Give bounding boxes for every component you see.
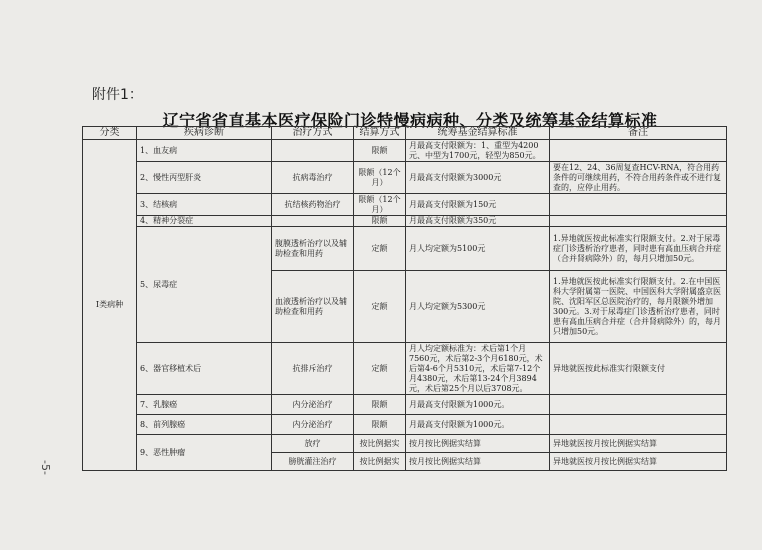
diagnosis-cell: 4、精神分裂症 (137, 216, 272, 227)
settlement-cell: 限额 (354, 216, 406, 227)
settlement-cell: 限额 (354, 415, 406, 435)
treatment-cell: 放疗 (272, 435, 354, 453)
diagnosis-cell: 8、前列腺癌 (137, 415, 272, 435)
remarks-cell: 1.异地就医按此标准实行限额支付。2.对于尿毒症门诊透析治疗患者，同时患有高血压病合并症（合并肾病除外）的，每月只增加50元。 (550, 227, 727, 271)
standard-cell: 月最高支付限额为3000元 (406, 162, 550, 194)
diagnosis-cell: 3、结核病 (137, 194, 272, 216)
remarks-cell: 1.异地就医按此标准实行限额支付。2.在中国医科大学附属第一医院、中国医科大学附属盛京医院、沈阳军区总医院治疗的，每月限额外增加300元。3.对于尿毒症门诊透析治疗患者，同时患有高血压病合并症（合并肾病除外）的，每月只增加50元。 (550, 271, 727, 343)
table-row (83, 395, 727, 415)
treatment-cell: 内分泌治疗 (272, 395, 354, 415)
table-row (83, 216, 727, 227)
remarks-cell: 异地就医按月按比例据实结算 (550, 453, 727, 471)
header-settlement: 结算方式 (354, 127, 406, 140)
settlement-cell: 限额 (354, 140, 406, 162)
diagnosis-cell: 5、尿毒症 (137, 227, 272, 343)
diagnosis-cell: 2、慢性丙型肝炎 (137, 162, 272, 194)
remarks-cell (550, 216, 727, 227)
settlement-cell: 限额（12个月） (354, 162, 406, 194)
standard-cell: 月最高支付限额为1000元。 (406, 415, 550, 435)
standard-cell: 月人均定额为5100元 (406, 227, 550, 271)
header-category: 分类 (83, 127, 137, 140)
table-row (83, 194, 727, 216)
header-diagnosis: 疾病诊断 (137, 127, 272, 140)
treatment-cell: 内分泌治疗 (272, 415, 354, 435)
category-cell: I类病种 (83, 140, 137, 471)
standard-cell: 月最高支付限额为：1、重型为4200元、中型为1700元，轻型为850元。 (406, 140, 550, 162)
settlement-cell: 按比例据实 (354, 435, 406, 453)
treatment-cell: 膀胱灌注治疗 (272, 453, 354, 471)
remarks-cell (550, 415, 727, 435)
standard-cell: 月人均定额标准为：术后第1个月7560元，术后第2-3个月6180元，术后第4-6个月5310元，术后第7-12个月4380元，术后第13-24个月3894元，术后第25个月以后3708元。 (406, 343, 550, 395)
table-row (83, 415, 727, 435)
settlement-cell: 定额 (354, 271, 406, 343)
treatment-cell: 腹膜透析治疗以及辅助检查和用药 (272, 227, 354, 271)
standard-cell: 月最高支付限额为1000元。 (406, 395, 550, 415)
remarks-cell: 异地就医按月按比例据实结算 (550, 435, 727, 453)
treatment-cell: 抗排斥治疗 (272, 343, 354, 395)
treatment-cell: 抗病毒治疗 (272, 162, 354, 194)
standard-cell: 按月按比例据实结算 (406, 453, 550, 471)
remarks-cell (550, 395, 727, 415)
settlement-cell: 限额 (354, 395, 406, 415)
diagnosis-cell: 9、恶性肿瘤 (137, 435, 272, 471)
attachment-label: 附件1： (92, 87, 143, 103)
table-header-row (83, 127, 727, 140)
diagnosis-cell: 6、器官移植术后 (137, 343, 272, 395)
settlement-cell: 限额（12个月） (354, 194, 406, 216)
treatment-cell (272, 140, 354, 162)
treatment-cell: 血液透析治疗以及辅助检查和用药 (272, 271, 354, 343)
remarks-cell (550, 140, 727, 162)
standard-cell: 按月按比例据实结算 (406, 435, 550, 453)
diagnosis-cell: 7、乳腺癌 (137, 395, 272, 415)
disease-table (82, 126, 727, 471)
table-row (83, 227, 727, 271)
standard-cell: 月最高支付限额为150元 (406, 194, 550, 216)
header-treatment: 治疗方式 (272, 127, 354, 140)
settlement-cell: 定额 (354, 227, 406, 271)
header-remarks: 备注 (550, 127, 727, 140)
diagnosis-cell: 1、血友病 (137, 140, 272, 162)
treatment-cell: 抗结核药物治疗 (272, 194, 354, 216)
document-title: 辽宁省省直基本医疗保险门诊特慢病病种、分类及统筹基金结算标准 (162, 111, 658, 130)
header-standard: 统筹基金结算标准 (406, 127, 550, 140)
remarks-cell: 异地就医按此标准实行限额支付 (550, 343, 727, 395)
standard-cell: 月人均定额为5300元 (406, 271, 550, 343)
table-row (83, 140, 727, 162)
table-row (83, 343, 727, 395)
standard-cell: 月最高支付限额为350元 (406, 216, 550, 227)
settlement-cell: 按比例据实 (354, 453, 406, 471)
settlement-cell: 定额 (354, 343, 406, 395)
page-number: -5- (39, 460, 52, 475)
treatment-cell (272, 216, 354, 227)
table-row (83, 162, 727, 194)
remarks-cell (550, 194, 727, 216)
table-row (83, 435, 727, 453)
remarks-cell: 要在12、24、36周复查HCV-RNA，符合用药条件的可继续用药，不符合用药条件或不进行复查的，应停止用药。 (550, 162, 727, 194)
